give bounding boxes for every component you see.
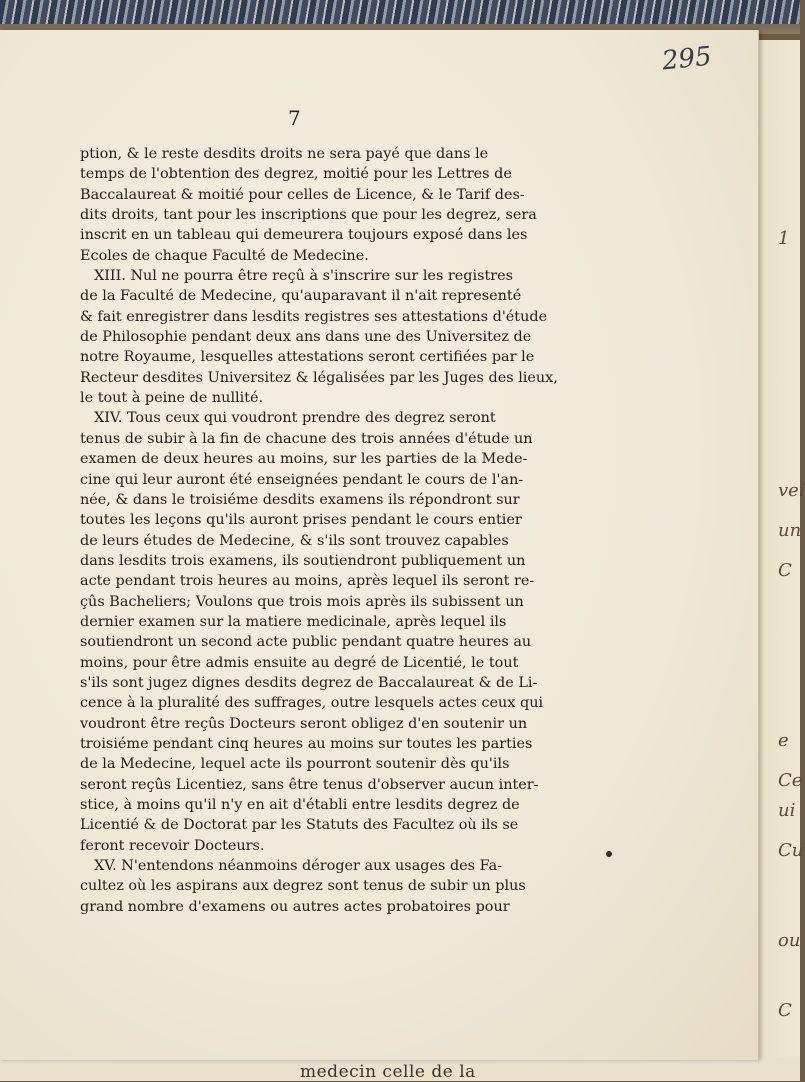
text-line: feront recevoir Docteurs. (80, 837, 265, 854)
text-line: toutes les leçons qu'ils auront prises pendant le cours entier (80, 512, 522, 529)
text-line: notre Royaume, lesquelles attestations seront certifiées par le (80, 349, 535, 366)
text-line: acte pendant trois heures au moins, après lequel ils seront re- (80, 573, 535, 590)
ink-spot (606, 851, 612, 857)
text-line: moins, pour être admis ensuite au degré de Licentié, le tout (80, 654, 519, 671)
margin-fragment: vei (778, 480, 805, 501)
text-line: tenus de subir à la fin de chacune des trois années d'étude un (80, 430, 533, 447)
margin-fragment: C (778, 560, 792, 581)
handwritten-folio-number: 295 (660, 41, 714, 77)
margin-fragment: Cu (778, 840, 804, 861)
text-line: s'ils sont jugez dignes desdits degrez de Baccalaureat & de Li- (80, 674, 538, 691)
text-line: Recteur desdites Universitez & légalisées par les Juges des lieux, (80, 369, 558, 386)
text-line: temps de l'obtention des degrez, moitié pour les Lettres de (80, 166, 512, 183)
text-line: Baccalaureat & moitié pour celles de Licence, & le Tarif des- (80, 186, 525, 203)
text-line: voudront être reçûs Docteurs seront obligez d'en soutenir un (80, 715, 528, 732)
text-line: soutiendront un second acte public pendant quatre heures au (80, 634, 532, 651)
margin-fragment: C (778, 1000, 792, 1021)
margin-fragment: ou (778, 930, 801, 951)
text-line: dans lesdits trois examens, ils soutiendront publiquement un (80, 552, 526, 569)
text-line: grand nombre d'examens ou autres actes probatoires pour (80, 898, 510, 915)
text-line: de Philosophie pendant deux ans dans une des Universitez de (80, 329, 532, 346)
text-line: inscrit en un tableau qui demeurera toujours exposé dans les (80, 227, 528, 244)
body-text (80, 144, 558, 917)
text-line: cine qui leur auront été enseignées pendant le cours de l'an- (80, 471, 524, 488)
text-line: cultez où les aspirans aux degrez sont tenus de subir un plus (80, 878, 526, 895)
text-line: troisiéme pendant cinq heures au moins sur toutes les parties (80, 735, 533, 752)
bottom-text-fragment: medecin celle de la (300, 1062, 476, 1082)
margin-fragment: 1 (778, 228, 790, 249)
text-line: & fait enregistrer dans lesdits registres ses attestations d'étude (80, 308, 548, 325)
margin-fragment: un (778, 520, 802, 541)
text-line: ption, & le reste desdits droits ne sera payé que dans le (80, 146, 489, 162)
text-line: XIII. Nul ne pourra être reçû à s'inscrire sur les registres (94, 268, 514, 285)
text-line: seront reçûs Licentiez, sans être tenus d'observer aucun inter- (80, 776, 539, 793)
text-line: de la Faculté de Medecine, qu'auparavant il n'ait representé (80, 288, 522, 305)
page-number: 7 (288, 106, 301, 130)
text-line: Ecoles de chaque Faculté de Medecine. (80, 247, 369, 264)
text-line: le tout à peine de nullité. (80, 390, 264, 407)
margin-fragment: ui (778, 800, 796, 821)
margin-fragment: Ce (778, 770, 803, 791)
text-line: dernier examen sur la matiere medicinale, après lequel ils (80, 613, 507, 630)
text-line: dits droits, tant pour les inscriptions que pour les degrez, sera (80, 207, 537, 224)
text-line: née, & dans le troisiéme desdits examens ils répondront sur (80, 491, 520, 508)
text-line: de la Medecine, lequel acte ils pourront soutenir dès qu'ils (80, 756, 510, 773)
text-line: Licentié & de Doctorat par les Statuts des Facultez où ils se (80, 817, 519, 834)
text-line: XV. N'entendons néanmoins déroger aux usages des Fa- (94, 858, 503, 875)
text-line: cence à la pluralité des suffrages, outre lesquels actes ceux qui (80, 695, 544, 712)
text-line: examen de deux heures au moins, sur les parties de la Mede- (80, 451, 528, 468)
text-line: çûs Bacheliers; Voulons que trois mois après ils subissent un (80, 593, 524, 610)
text-line: stice, à moins qu'il n'y en ait d'établi entre lesdits degrez de (80, 797, 520, 813)
margin-fragment: e (778, 730, 789, 751)
text-line: XIV. Tous ceux qui voudront prendre des degrez seront (94, 410, 496, 427)
text-line: de leurs études de Medecine, & s'ils sont trouvez capables (80, 532, 509, 549)
marbled-binding (0, 0, 800, 34)
